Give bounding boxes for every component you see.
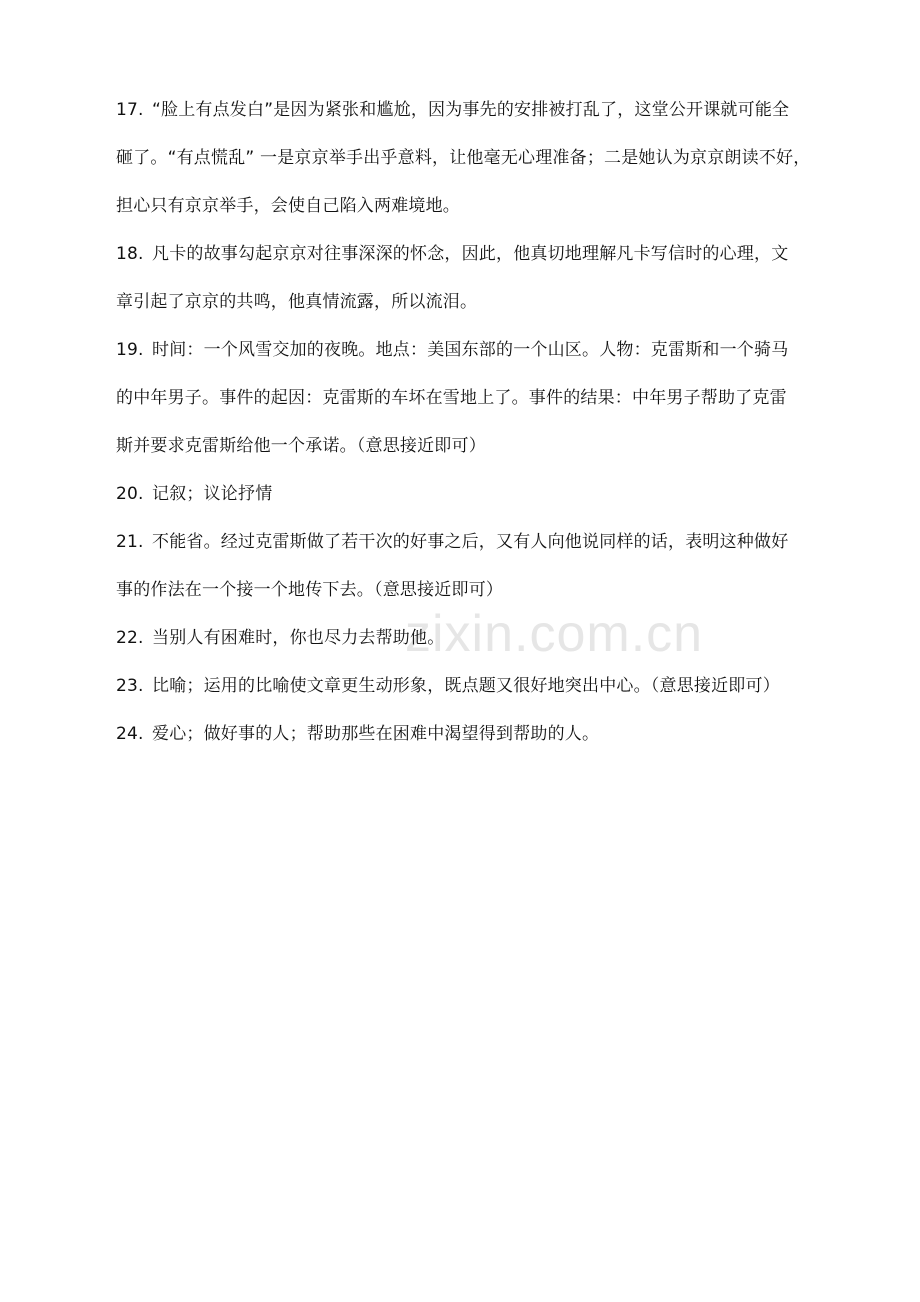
answer-line [116, 716, 832, 764]
answer-17 [116, 92, 832, 236]
answer-text: 斯并要求克雷斯给他一个承诺。（意思接近即可） [116, 436, 486, 456]
answer-number: 20. [116, 484, 144, 504]
answer-text: 不能省。经过克雷斯做了若干次的好事之后，又有人向他说同样的话，表明这种做好 [152, 532, 789, 552]
answer-line [116, 524, 832, 572]
watermark: zixin.com.cn [405, 605, 704, 663]
answer-text: 担心只有京京举手，会使自己陷入两难境地。 [116, 196, 460, 216]
answer-text: 事的作法在一个接一个地传下去。（意思接近即可） [116, 580, 504, 600]
answer-21 [116, 524, 832, 620]
answer-text: 记叙；议论抒情 [152, 484, 273, 504]
answer-20 [116, 476, 832, 524]
answer-18 [116, 236, 832, 332]
answer-line [116, 476, 832, 524]
answer-number: 18. [116, 244, 144, 264]
answer-text: 章引起了京京的共鸣，他真情流露，所以流泪。 [116, 292, 478, 312]
answer-text: 凡卡的故事勾起京京对往事深深的怀念，因此，他真切地理解凡卡写信时的心理，文 [152, 244, 789, 264]
answer-text: 的中年男子。事件的起因：克雷斯的车坏在雪地上了。事件的结果：中年男子帮助了克雷 [116, 388, 787, 408]
answer-text: 砸了。“有点慌乱” 一是京京举手出乎意料，让他毫无心理准备；二是她认为京京朗读不好， [116, 148, 811, 168]
answer-number: 22. [116, 628, 144, 648]
answer-text: “脸上有点发白”是因为紧张和尴尬，因为事先的安排被打乱了，这堂公开课就可能全 [152, 100, 790, 120]
answer-23 [116, 668, 832, 716]
answer-line [116, 668, 832, 716]
answer-text: 比喻；运用的比喻使文章更生动形象，既点题又很好地突出中心。（意思接近即可） [152, 676, 780, 696]
answer-24 [116, 716, 832, 764]
answer-number: 21. [116, 532, 144, 552]
answer-line [116, 332, 832, 380]
answer-line [116, 92, 832, 140]
answer-text: 当别人有困难时，你也尽力去帮助他。 [152, 628, 445, 648]
answer-22 [116, 620, 832, 668]
answer-number: 24. [116, 724, 144, 744]
answer-line [116, 620, 832, 668]
answer-text: 时间：一个风雪交加的夜晚。地点：美国东部的一个山区。人物：克雷斯和一个骑马 [152, 340, 789, 360]
answer-number: 23. [116, 676, 144, 696]
answer-19 [116, 332, 832, 476]
answer-text: 爱心；做好事的人；帮助那些在困难中渴望得到帮助的人。 [152, 724, 600, 744]
answer-number: 19. [116, 340, 144, 360]
answer-list [116, 92, 832, 764]
answer-line [116, 236, 832, 284]
answer-number: 17. [116, 100, 144, 120]
